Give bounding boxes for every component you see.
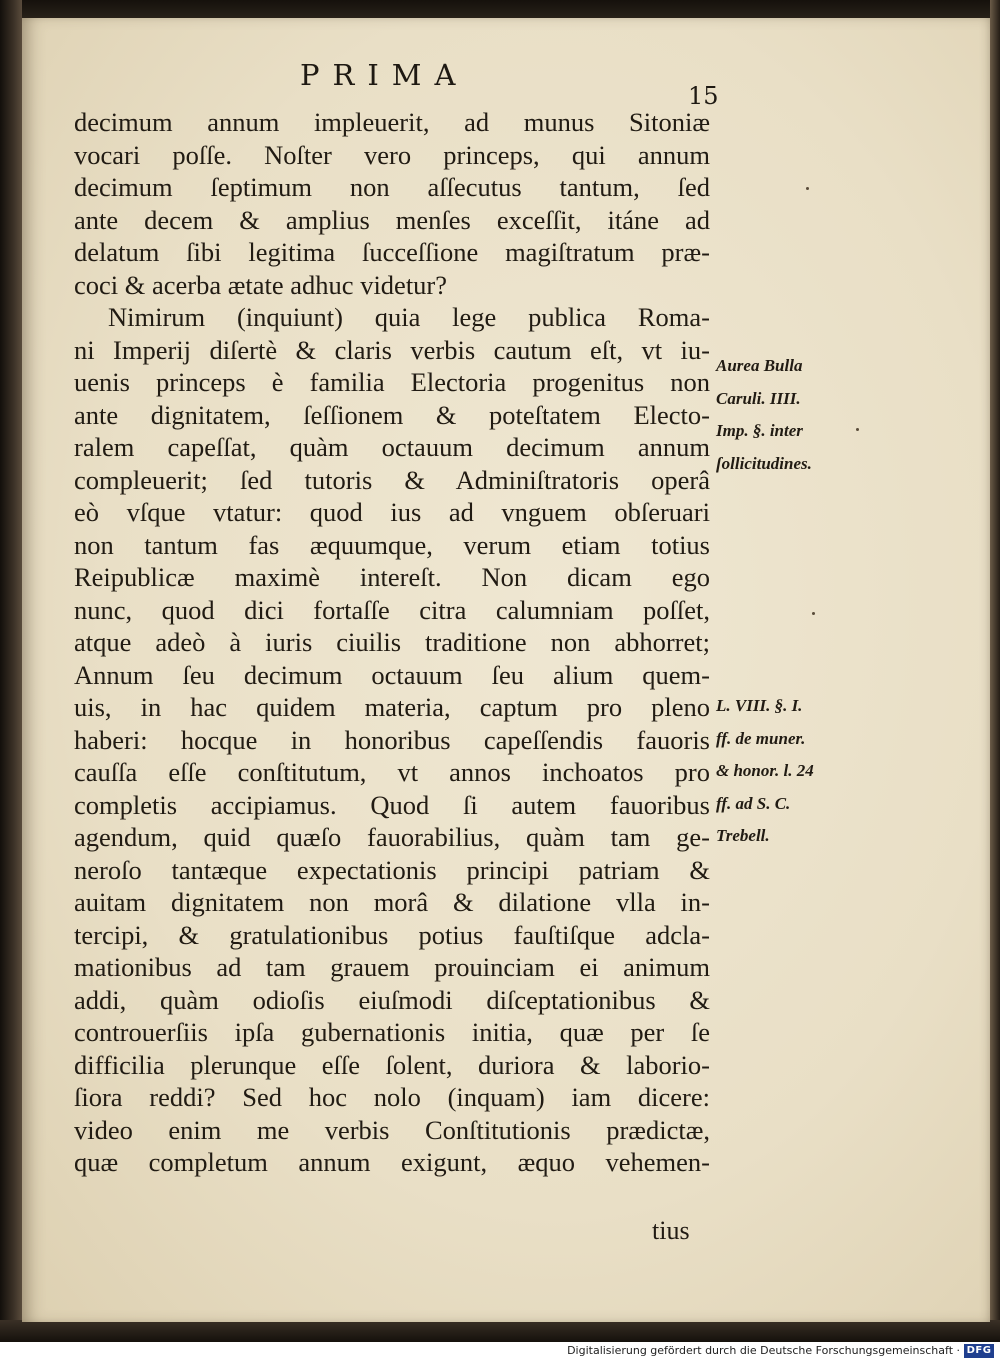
binding-frame-top <box>0 0 1000 20</box>
margin-note-digest <box>716 690 814 853</box>
margin-note-line: & honor. l. 24 <box>716 761 814 780</box>
text-line: tercipi, & gratulationibus potius fauſtiſque adcla- <box>74 919 710 950</box>
dfg-logo: DFG <box>964 1344 994 1358</box>
text-line: completis accipiamus. Quod ſi autem fauoribus <box>74 789 710 820</box>
text-line: compleuerit; ſed tutoris & Adminiſtratoris operâ <box>74 464 710 495</box>
binding-frame-left <box>0 0 22 1342</box>
text-line: decimum ſeptimum non aſſecutus tantum, ſed <box>74 172 710 202</box>
running-head: PRIMA <box>300 58 469 92</box>
paper-speck <box>856 428 859 431</box>
margin-note-line: L. VIII. §. I. <box>716 696 803 715</box>
text-line: eò vſque vtatur: quod ius ad vnguem obſeruari <box>74 497 710 527</box>
margin-note-line: Caruli. IIII. <box>716 388 801 408</box>
text-line: ni Imperij diſertè & claris verbis cautum eſt, vt iu- <box>74 334 710 365</box>
text-line: ſiora reddi? Sed hoc nolo (inquam) iam dicere: <box>74 1082 710 1112</box>
text-line: vocari poſſe. Noſter vero princeps, qui annum <box>74 139 710 170</box>
binding-frame-bottom <box>0 1320 1000 1342</box>
text-line: nunc, quod dici fortaſſe citra calumniam poſſet, <box>74 594 710 625</box>
text-line: uis, in hac quidem materia, captum pro pleno <box>74 692 710 722</box>
text-line: mationibus ad tam grauem prouinciam ei animum <box>74 952 710 982</box>
text-line: difficilia plerunque eſſe ſolent, duriora & laborio- <box>74 1049 710 1080</box>
margin-note-aurea-bulla <box>716 350 812 480</box>
text-line: ante dignitatem, ſeſſionem & poteſtatem Electo- <box>74 399 710 430</box>
catchword: tius <box>652 1216 690 1245</box>
margin-note-line: Trebell. <box>716 826 770 845</box>
text-line: cauſſa eſſe conſtitutum, vt annos inchoatos pro <box>74 757 710 787</box>
text-line: Annum ſeu decimum octauum ſeu alium quem- <box>74 659 710 690</box>
text-line: addi, quàm odioſis eiuſmodi diſceptationibus & <box>74 984 710 1015</box>
text-line: ante decem & amplius menſes exceſſit, itáne ad <box>74 204 710 235</box>
margin-note-line: ſollicitudines. <box>716 453 812 473</box>
text-line: uenis princeps è familia Electoria progenitus non <box>74 367 710 397</box>
margin-note-line: Imp. §. inter <box>716 421 803 440</box>
text-line: decimum annum impleuerit, ad munus Sitoniæ <box>74 107 710 137</box>
text-line: atque adeò à iuris ciuilis traditione non abhorret; <box>74 627 710 657</box>
text-line: agendum, quid quæſo fauorabilius, quàm tam ge- <box>74 822 710 852</box>
digitization-credit-bar <box>0 1342 1000 1361</box>
text-line: quæ completum annum exigunt, æquo vehemen- <box>74 1147 710 1177</box>
text-line: Nimirum (inquiunt) quia lege publica Roma- <box>108 302 710 332</box>
text-line: ralem capeſſat, quàm octauum decimum annum <box>74 432 710 462</box>
text-line: neroſo tantæque expectationis principi patriam & <box>74 854 710 885</box>
text-line: haberi: hocque in honoribus capeſſendis fauoris <box>74 724 710 755</box>
text-line: coci & acerba ætate adhuc videtur? <box>74 269 448 300</box>
text-line: controuerſiis ipſa gubernationis initia, quæ per ſe <box>74 1017 710 1047</box>
paper-speck <box>806 187 809 190</box>
page-number: 15 <box>688 82 719 110</box>
text-line: auitam dignitatem non morâ & dilatione vlla in- <box>74 887 710 917</box>
margin-note-line: ff. ad S. C. <box>716 793 791 813</box>
text-line: delatum ſibi legitima ſucceſſione magiſtratum præ- <box>74 237 710 267</box>
margin-note-line: ff. de muner. <box>716 728 806 748</box>
text-line: Reipublicæ maximè intereſt. Non dicam ego <box>74 562 710 592</box>
paper-speck <box>812 612 815 615</box>
body-text <box>74 106 710 1179</box>
binding-frame-right <box>990 0 1000 1342</box>
digitization-credit-text: Digitalisierung gefördert durch die Deutsche Forschungsgemeinschaft · <box>567 1344 960 1357</box>
text-line: video enim me verbis Conſtitutionis prædictæ, <box>74 1114 710 1145</box>
margin-note-line: Aurea Bulla <box>716 356 803 375</box>
text-line: non tantum fas æquumque, verum etiam totius <box>74 529 710 560</box>
